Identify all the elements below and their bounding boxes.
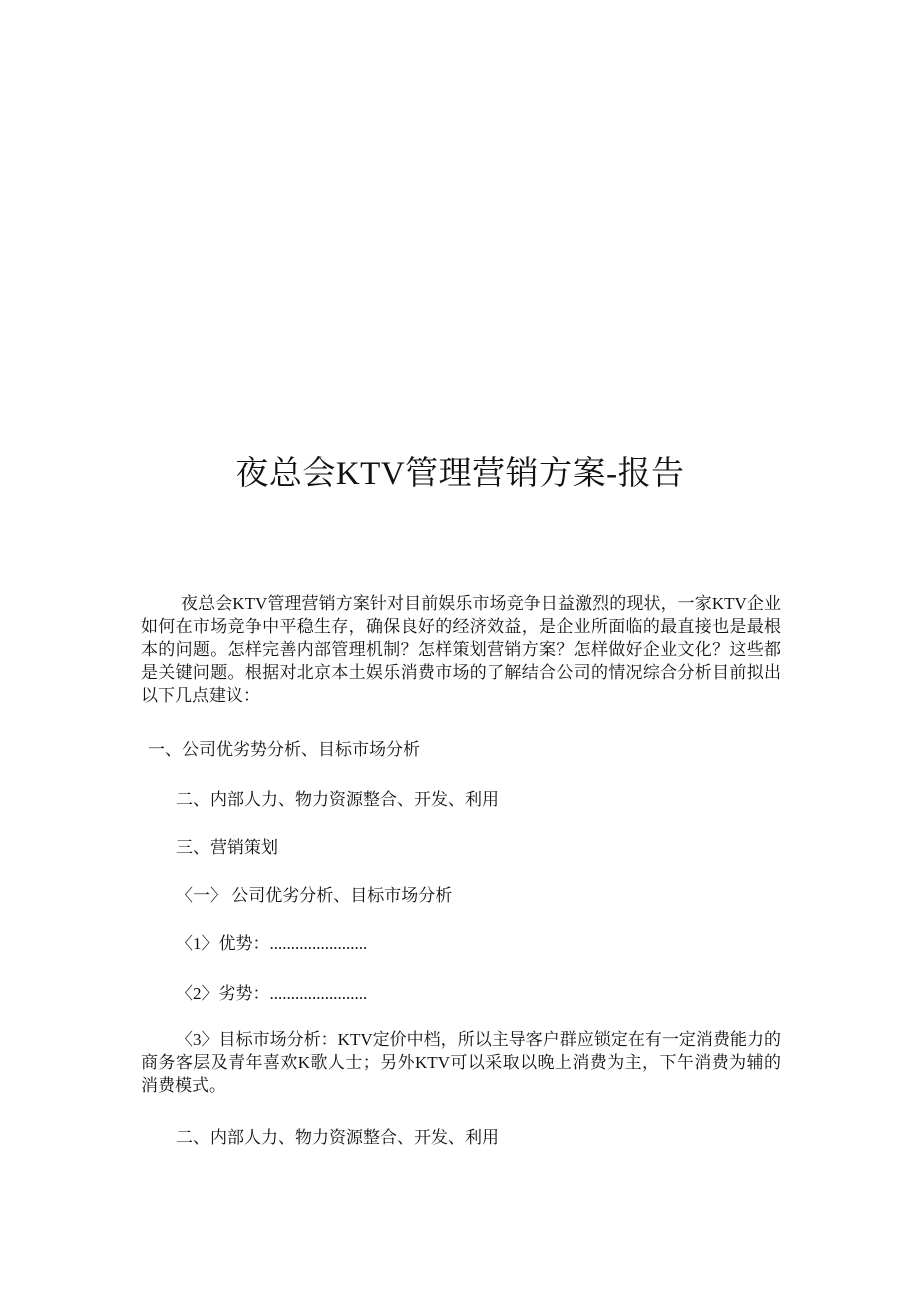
outline-section-2: 二、内部人力、物力资源整合、开发、利用: [176, 790, 499, 809]
advantages-item: 〈1〉优势：.......................: [176, 934, 368, 953]
outline-section-1: 一、公司优劣势分析、目标市场分析: [148, 740, 420, 759]
target-market-paragraph: 〈3〉目标市场分析：KTV定价中档，所以主导客户群应锁定在有一定消费能力的商务客层及青年喜欢K歌人士；另外KTV可以采取以晚上消费为主，下午消费为辅的消费模式。: [141, 1030, 781, 1095]
document-title: 夜总会KTV管理营销方案-报告: [235, 456, 685, 492]
intro-paragraph: 夜总会KTV管理营销方案针对目前娱乐市场竞争日益激烈的现状，一家KTV企业如何在市场竞争中平稳生存，确保良好的经济效益，是企业所面临的最直接也是最根本的问题。怎样完善内部管理机制？怎样策划营销方案？怎样做好企业文化？这些都是关键问题。根据对北京本土娱乐消费市场的了解结合公司的情况综合分析目前拟出以下几点建议：: [141, 594, 781, 705]
disadvantages-item: 〈2〉劣势：.......................: [176, 984, 368, 1003]
subsection-heading-1: 〈一〉 公司优劣分析、目标市场分析: [176, 886, 453, 905]
section-2-heading: 二、内部人力、物力资源整合、开发、利用: [176, 1128, 499, 1147]
outline-section-3: 三、营销策划: [176, 838, 278, 857]
